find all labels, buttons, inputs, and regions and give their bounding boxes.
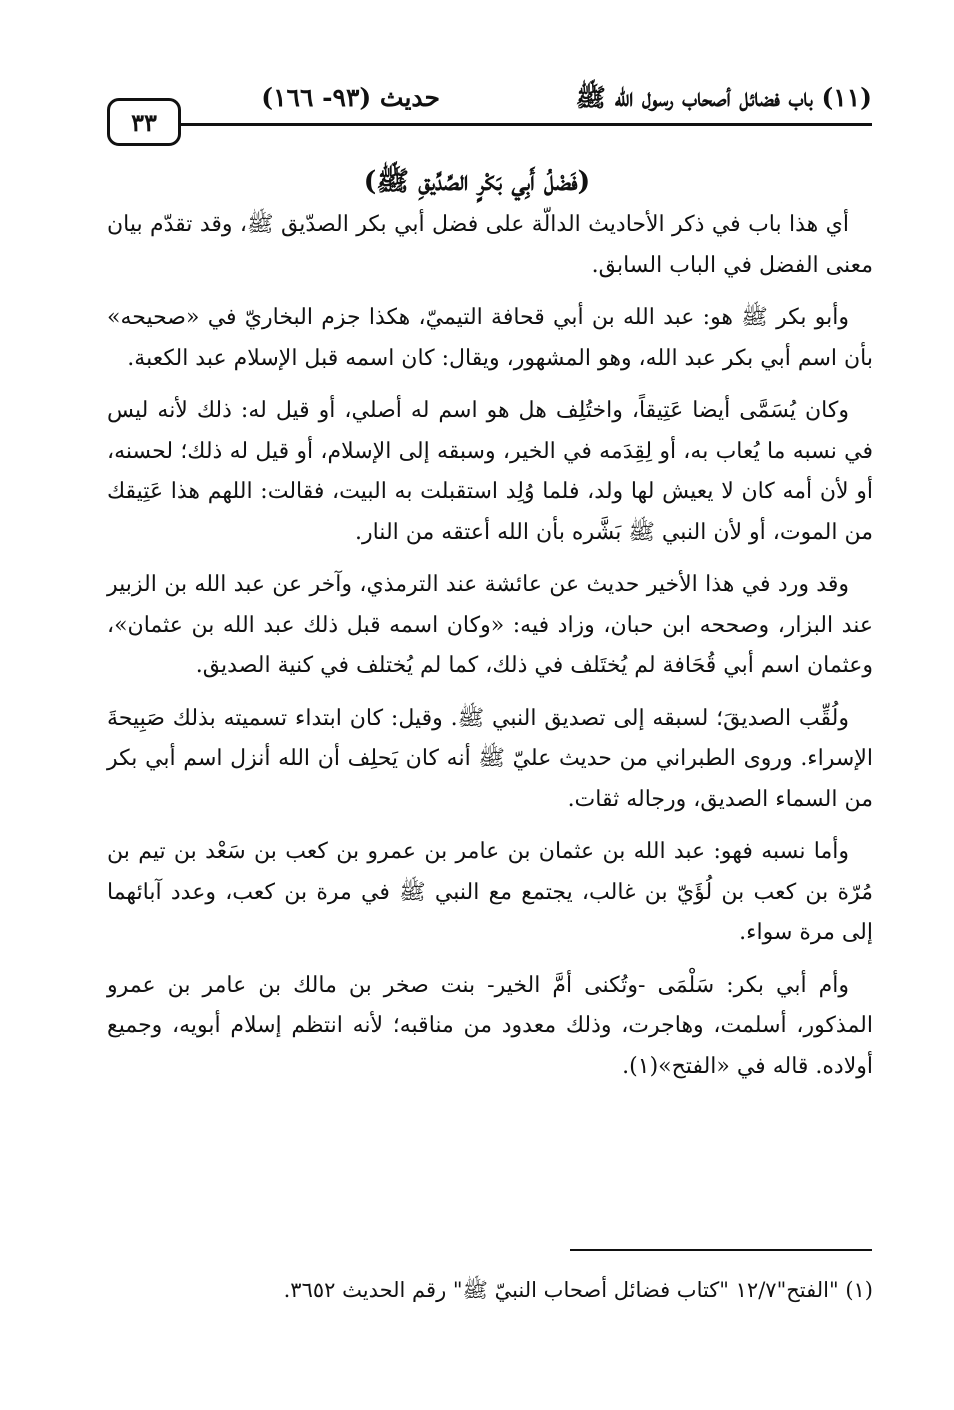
- paragraph: وقد ورد في هذا الأخير حديث عن عائشة عند الترمذي، وآخر عن عبد الله بن الزبير عند البزار، وصححه ابن حبان، وزاد فيه: «وكان اسمه قبل ذلك عبد الله بن عثمان»، وعثمان اسم أبي قُحَافة لم يُختَلف في ذلك، كما لم يُختلف في كنية الصديق.: [107, 572, 873, 678]
- page-number: ٣٣: [131, 107, 157, 137]
- hadith-range: حديث (٩٣- ١٦٦): [261, 83, 440, 112]
- footnote-divider: [570, 1249, 872, 1251]
- paragraph: وكان يُسَمَّى أيضا عَتِيقاً، واختُلِف هل هو اسم له أصلي، أو قيل له: ذلك لأنه ليس في نسبه ما يُعاب به، أو لِقِدَمه في الخير، وسبقه إلى الإسلام، أو قيل له ذلك؛ لحسنه، أو لأن أمه كان لا يعيش لها ولد، فلما وُلِد استقبلت به البيت، فقالت: اللهم هذا عَتِيقك من الموت، أو لأن النبي ﷺ بَشَّره بأن الله أعتقه من النار.: [107, 398, 873, 545]
- paragraph: وأم أبي بكر: سَلْمَى -وتُكنى أمَّ الخير- بنت صخر بن مالك بن عامر بن عمرو المذكور، أسلمت، وهاجرت، وذلك معدود من مناقبه؛ لأنه انتظم إسلام أبويه، وجميع أولاده. قاله في «الفتح»(١).: [107, 972, 873, 1079]
- header-divider: [180, 123, 872, 126]
- paragraph: وأبو بكر ﷺ هو: عبد الله بن أبي قحافة التيميّ، هكذا جزم البخاريّ في «صحيحه» بأن اسم أبي بكر عبد الله، وهو المشهور، ويقال: كان اسمه قبل الإسلام عبد الكعبة.: [107, 305, 873, 371]
- section-title: (فَضْلُ أَبِي بَكْرٍ الصِّدِّيقِ ﷺ): [363, 166, 591, 197]
- paragraph: ولُقِّب الصديقَ؛ لسبقه إلى تصديق النبي ﷺ. وقيل: كان ابتداء تسميته بذلك صَبِيحةَ الإسراء. وروى الطبراني من حديث عليّ ﷺ أنه كان يَحلِف أن الله أنزل اسم أبي بكر من السماء الصديق، ورجاله ثقات.: [107, 705, 873, 812]
- paragraph: وأما نسبه فهو: عبد الله بن عثمان بن عامر بن عمرو بن كعب بن سَعْد بن تيم بن مُرّة بن كعب بن لُؤَيّ بن غالب، يجتمع مع النبي ﷺ في مرة بن كعب، وعدد آبائهما إلى مرة سواء.: [107, 839, 873, 945]
- paragraph: أي هذا باب في ذكر الأحاديث الدالّة على فضل أبي بكر الصدّيق ﷺ، وقد تقدّم بيان معنى الفضل في الباب السابق.: [107, 212, 873, 278]
- chapter-title: (١١) باب فضائل أصحاب رسول الله ﷺ: [575, 83, 872, 112]
- page-number-box: [107, 98, 181, 146]
- footnote: (١) "الفتح"١٢/٧ "كتاب فضائل أصحاب النبيّ ﷺ" رقم الحديث ٣٦٥٢.: [283, 1278, 873, 1302]
- body-text: [107, 205, 873, 1099]
